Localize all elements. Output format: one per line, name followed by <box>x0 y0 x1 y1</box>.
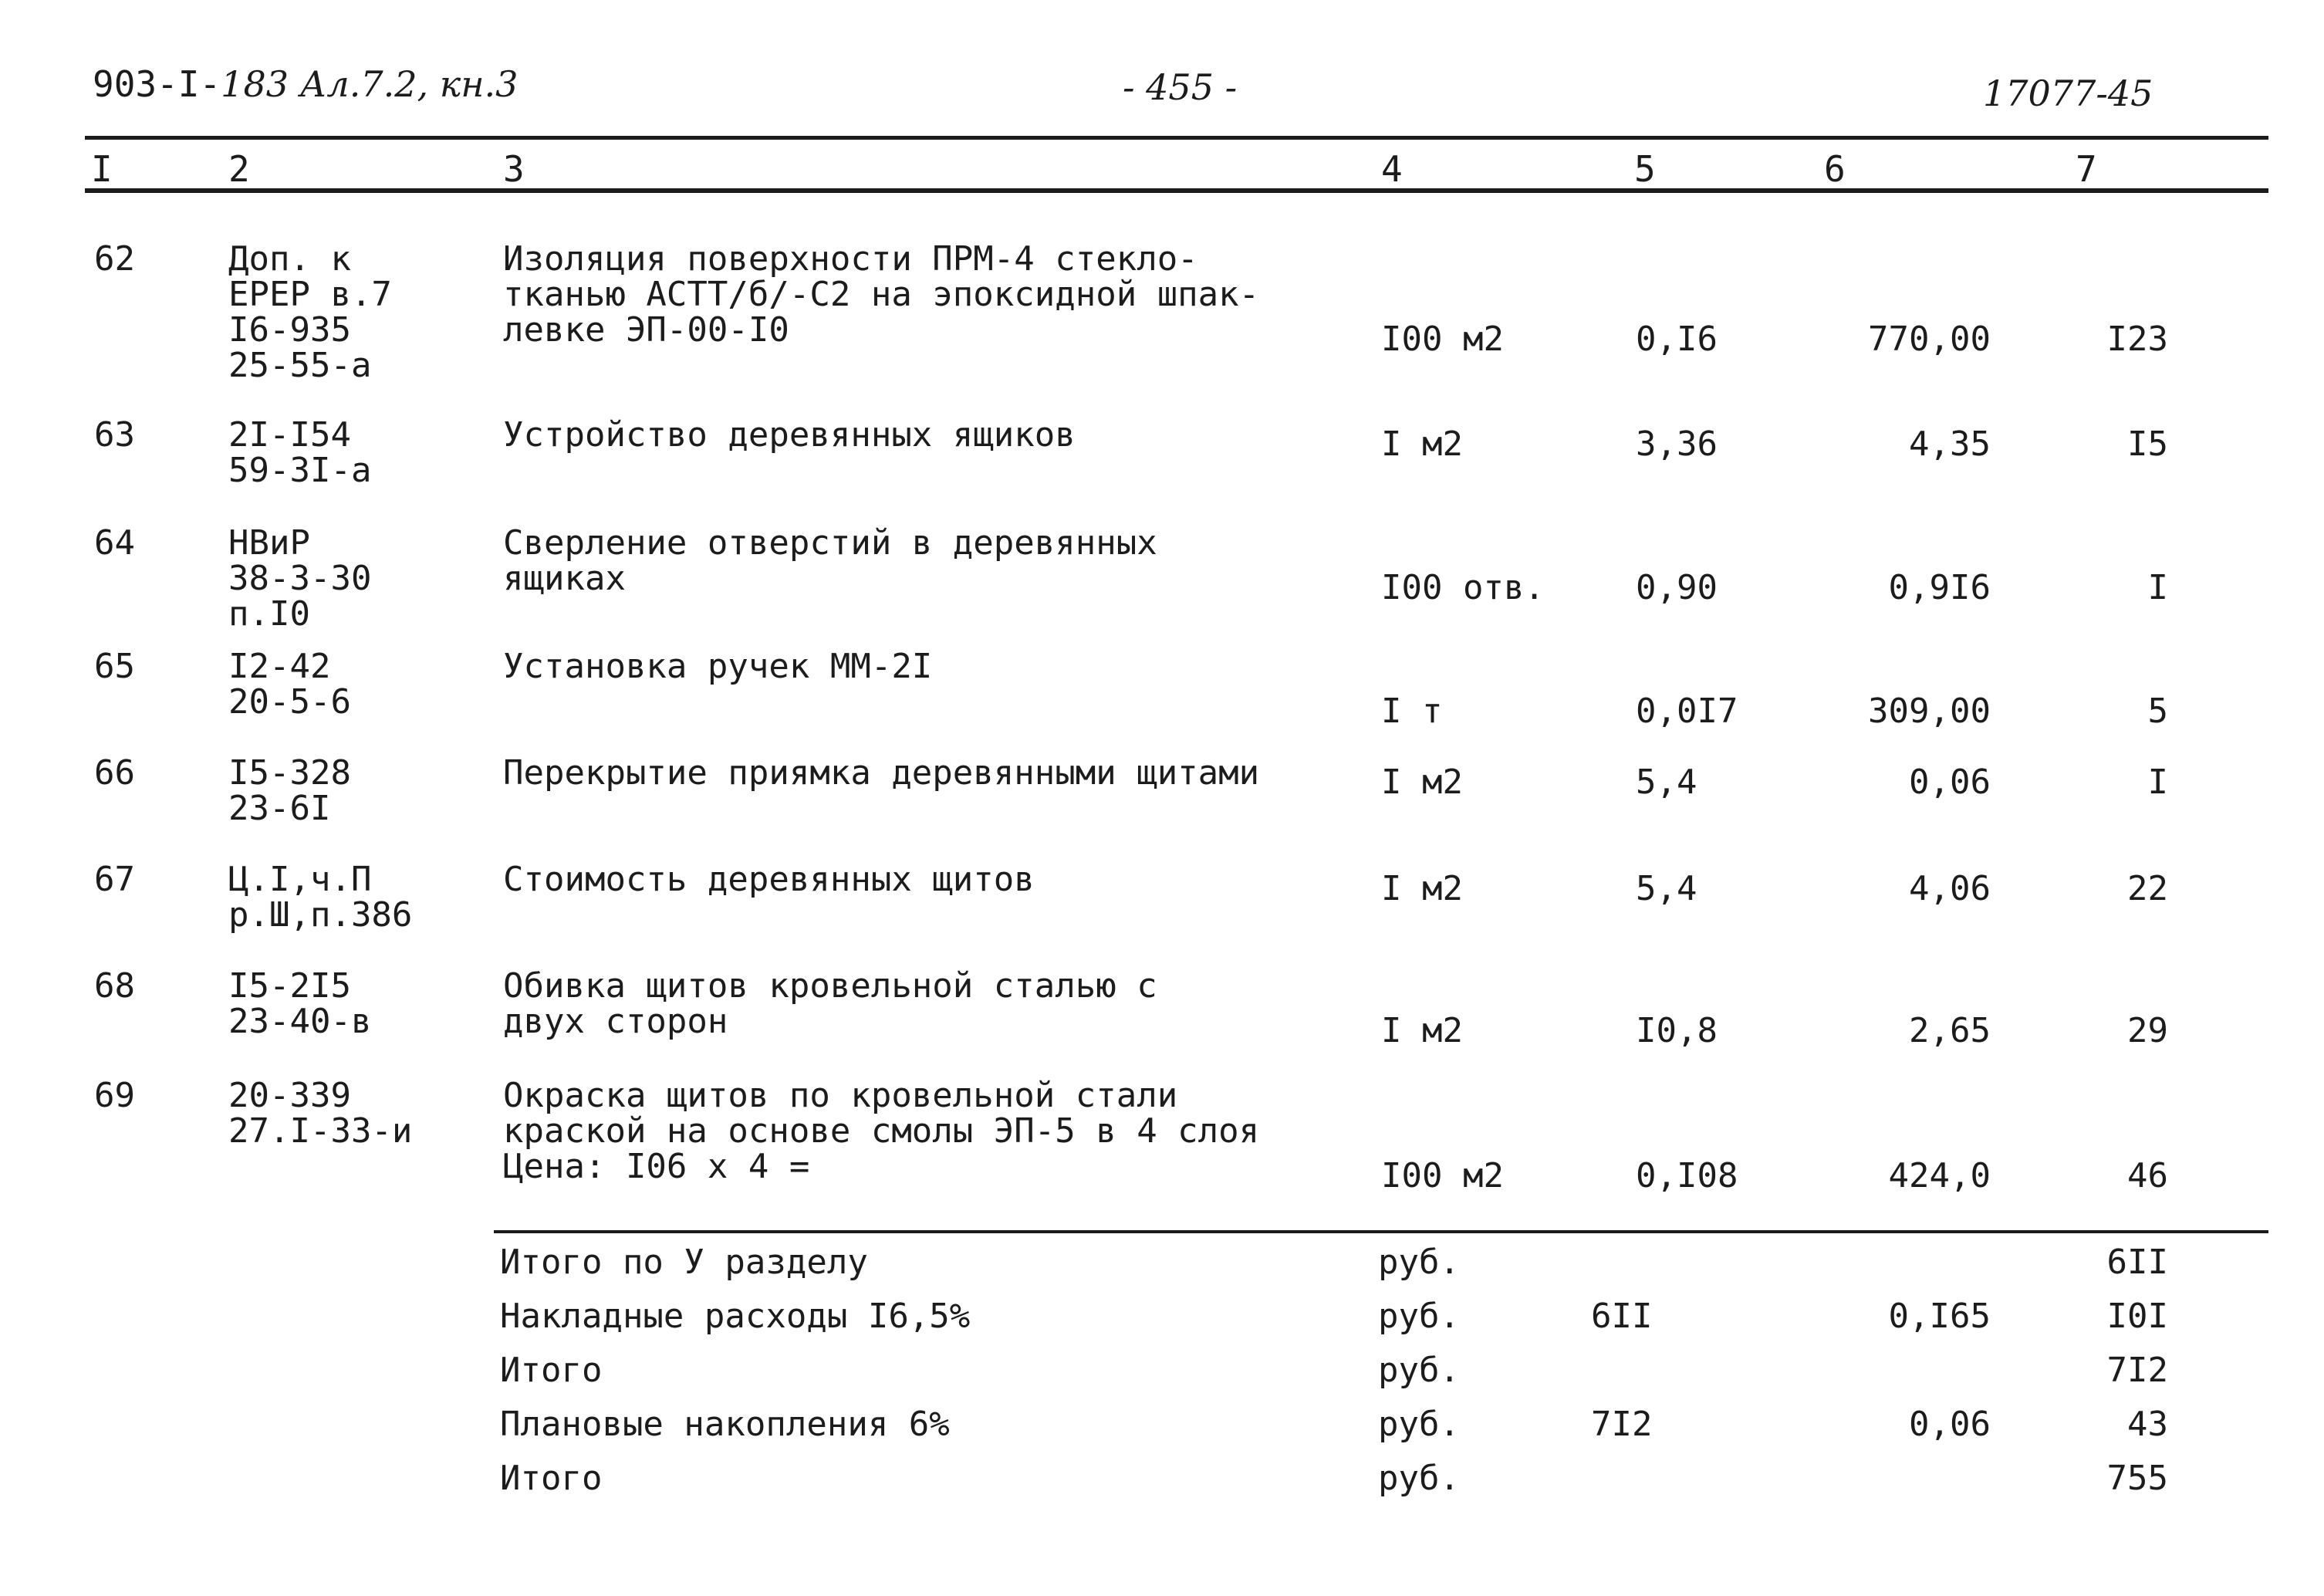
summary-unit: руб. <box>1378 1405 1460 1444</box>
summary-total: 6II <box>2106 1243 2168 1282</box>
work-description-line: Цена: I06 х 4 = <box>503 1147 810 1186</box>
work-description-line: тканью АСТТ/б/-С2 на эпоксидной шпак- <box>503 275 1260 314</box>
quantity-cell: I0,8 <box>1636 1011 1718 1050</box>
norm-code-line: НВиР <box>228 523 310 563</box>
work-description-line: Стоимость деревянных щитов <box>503 860 1035 899</box>
norm-code-line: 20-5-6 <box>228 682 351 722</box>
column-header-3: 3 <box>503 148 525 190</box>
norm-code-line: р.Ш,п.386 <box>228 895 413 935</box>
norm-code-line: 25-55-а <box>228 346 372 385</box>
summary-base: 7I2 <box>1591 1405 1653 1444</box>
summary-base: 6II <box>1591 1297 1653 1336</box>
summary-unit: руб. <box>1378 1297 1460 1336</box>
column-header-7: 7 <box>2076 148 2097 190</box>
work-description-line: Установка ручек ММ-2I <box>503 647 933 686</box>
quantity-cell: 3,36 <box>1636 424 1718 464</box>
norm-code-line: I5-2I5 <box>228 966 351 1006</box>
total-cell: 5 <box>2147 691 2168 731</box>
summary-unit: руб. <box>1378 1243 1460 1282</box>
summary-total: I0I <box>2106 1297 2168 1336</box>
unit-cell: I00 м2 <box>1381 320 1504 359</box>
row-number: 67 <box>94 860 135 899</box>
work-description-line: двух сторон <box>503 1002 728 1041</box>
unit-price-cell: 309,00 <box>1868 691 1991 731</box>
quantity-cell: 5,4 <box>1636 869 1697 908</box>
unit-cell: I00 отв. <box>1381 568 1545 607</box>
total-cell: I <box>2147 762 2168 802</box>
norm-code-line: ЕРЕР в.7 <box>228 275 392 314</box>
unit-cell: I т <box>1381 691 1443 731</box>
unit-cell: I00 м2 <box>1381 1156 1504 1195</box>
column-header-2: 2 <box>228 148 250 190</box>
summary-total: 43 <box>2127 1405 2168 1444</box>
work-description-line: Перекрытие приямка деревянными щитами <box>503 753 1260 793</box>
row-number: 62 <box>94 239 135 279</box>
work-description-line: Изоляция поверхности ПРМ-4 стекло- <box>503 239 1198 279</box>
norm-code-line: 20-339 <box>228 1076 351 1115</box>
unit-price-cell: 0,9I6 <box>1888 568 1991 607</box>
total-cell: I23 <box>2106 320 2168 359</box>
unit-price-cell: 4,06 <box>1909 869 1991 908</box>
quantity-cell: 0,0I7 <box>1636 691 1738 731</box>
page-number: - 455 - <box>1123 66 1238 108</box>
document-code-printed: 903-I- <box>93 63 221 105</box>
unit-cell: I м2 <box>1381 762 1463 802</box>
total-cell: 22 <box>2127 869 2168 908</box>
summary-label: Итого по У разделу <box>500 1243 868 1282</box>
row-number: 63 <box>94 415 135 455</box>
header-bottom-rule <box>85 188 2268 193</box>
summary-total: 755 <box>2106 1459 2168 1498</box>
norm-code-line: п.I0 <box>228 594 310 634</box>
quantity-cell: 5,4 <box>1636 762 1697 802</box>
norm-code-line: 59-3I-а <box>228 451 372 490</box>
column-header-1: I <box>91 148 113 190</box>
summary-label: Итого <box>500 1351 603 1390</box>
archive-number: 17077-45 <box>1983 73 2153 114</box>
row-number: 66 <box>94 753 135 793</box>
norm-code-line: 2I-I54 <box>228 415 351 455</box>
norm-code-line: I6-935 <box>228 310 351 350</box>
norm-code-line: I2-42 <box>228 647 331 686</box>
work-description-line: Сверление отверстий в деревянных <box>503 523 1157 563</box>
total-cell: 46 <box>2127 1156 2168 1195</box>
work-description-line: Окраска щитов по кровельной стали <box>503 1076 1178 1115</box>
summary-label: Плановые накопления 6% <box>500 1405 950 1444</box>
work-description-line: Обивка щитов кровельной сталью с <box>503 966 1157 1006</box>
unit-cell: I м2 <box>1381 1011 1463 1050</box>
quantity-cell: 0,I08 <box>1636 1156 1738 1195</box>
work-description-line: ящиках <box>503 559 626 598</box>
row-number: 69 <box>94 1076 135 1115</box>
summary-unit: руб. <box>1378 1459 1460 1498</box>
summary-label: Итого <box>500 1459 603 1498</box>
unit-price-cell: 4,35 <box>1909 424 1991 464</box>
quantity-cell: 0,90 <box>1636 568 1718 607</box>
column-header-6: 6 <box>1824 148 1846 190</box>
row-number: 64 <box>94 523 135 563</box>
norm-code-line: 38-3-30 <box>228 559 372 598</box>
norm-code-line: 23-40-в <box>228 1002 372 1041</box>
document-code <box>93 63 518 105</box>
work-description-line: левке ЭП-00-I0 <box>503 310 789 350</box>
unit-price-cell: 770,00 <box>1868 320 1991 359</box>
column-header-5: 5 <box>1634 148 1656 190</box>
norm-code-line: I5-328 <box>228 753 351 793</box>
summary-label: Накладные расходы I6,5% <box>500 1297 971 1336</box>
quantity-cell: 0,I6 <box>1636 320 1718 359</box>
unit-cell: I м2 <box>1381 424 1463 464</box>
norm-code-line: Доп. к <box>228 239 351 279</box>
header-top-rule <box>85 136 2268 140</box>
summary-unit: руб. <box>1378 1351 1460 1390</box>
norm-code-line: Ц.I,ч.П <box>228 860 372 899</box>
summary-rate: 0,I65 <box>1888 1297 1991 1336</box>
norm-code-line: 23-6I <box>228 789 331 828</box>
work-description-line: Устройство деревянных ящиков <box>503 415 1076 455</box>
row-number: 68 <box>94 966 135 1006</box>
unit-price-cell: 2,65 <box>1909 1011 1991 1050</box>
work-description-line: краской на основе смолы ЭП-5 в 4 слоя <box>503 1111 1260 1151</box>
document-code-handwritten: 183 Ал.7.2, кн.3 <box>221 63 519 105</box>
unit-cell: I м2 <box>1381 869 1463 908</box>
unit-price-cell: 0,06 <box>1909 762 1991 802</box>
column-header-4: 4 <box>1381 148 1403 190</box>
summary-top-rule <box>494 1230 2268 1233</box>
norm-code-line: 27.I-33-и <box>228 1111 413 1151</box>
summary-total: 7I2 <box>2106 1351 2168 1390</box>
total-cell: 29 <box>2127 1011 2168 1050</box>
row-number: 65 <box>94 647 135 686</box>
unit-price-cell: 424,0 <box>1888 1156 1991 1195</box>
summary-rate: 0,06 <box>1909 1405 1991 1444</box>
total-cell: I <box>2147 568 2168 607</box>
total-cell: I5 <box>2127 424 2168 464</box>
